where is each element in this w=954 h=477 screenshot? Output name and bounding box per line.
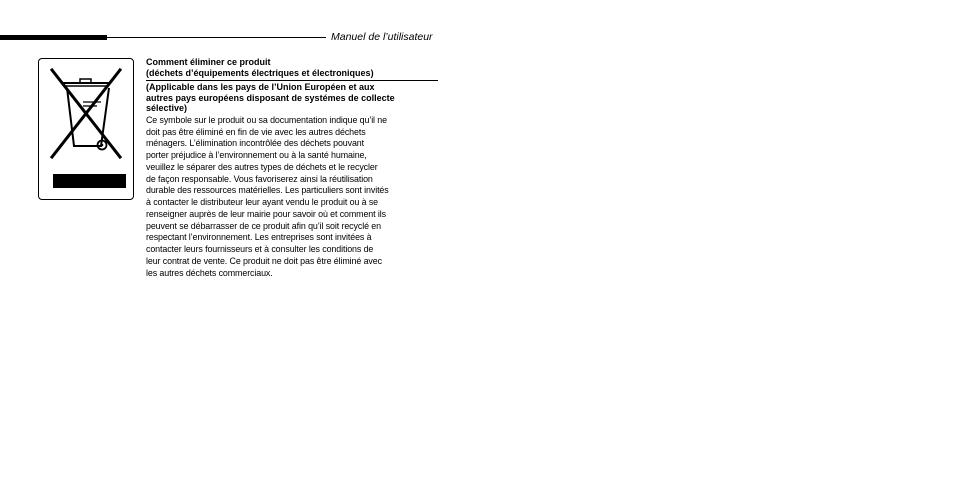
page-header-title: Manuel de l’utilisateur bbox=[331, 31, 433, 43]
body-line: contacter leurs fournisseurs et à consulter les conditions de bbox=[146, 244, 374, 255]
section-subtitle-line: sélective) bbox=[146, 103, 188, 114]
body-line: respectant l’environnement. Les entreprises sont invitées à bbox=[146, 232, 372, 243]
section-title-rule bbox=[146, 80, 438, 81]
body-line: porter préjudice à l’environnement ou à la santé humaine, bbox=[146, 150, 367, 161]
body-line: de façon responsable. Vous favoriserez ainsi la réutilisation bbox=[146, 173, 373, 184]
weee-symbol-frame bbox=[38, 58, 134, 200]
body-line: renseigner auprès de leur mairie pour savoir où et comment ils bbox=[146, 208, 386, 219]
section-subtitle-line: (Applicable dans les pays de l’Union Européen et aux bbox=[146, 82, 375, 93]
section-subtitle bbox=[146, 82, 440, 114]
body-line: veuillez le séparer des autres types de déchets et le recycler bbox=[146, 161, 378, 172]
body-line: leur contrat de vente. Ce produit ne doit pas être éliminé avec bbox=[146, 255, 382, 266]
body-line: peuvent se débarrasser de ce produit afin qu’il soit recyclé en bbox=[146, 220, 381, 231]
section-title bbox=[146, 57, 440, 78]
body-line: les autres déchets commerciaux. bbox=[146, 267, 273, 278]
body-line: durable des ressources matérielles. Les particuliers sont invités bbox=[146, 185, 389, 196]
section-body bbox=[146, 115, 440, 280]
body-line: ménagers. L’élimination incontrôlée des déchets pouvant bbox=[146, 138, 364, 149]
header-rule-thick bbox=[0, 35, 107, 40]
body-line: à contacter le distributeur leur ayant vendu le produit ou à se bbox=[146, 197, 378, 208]
header-rule-thin bbox=[107, 37, 326, 38]
section-title-line: Comment éliminer ce produit bbox=[146, 57, 271, 67]
disposal-section bbox=[146, 57, 440, 279]
section-subtitle-line: autres pays européens disposant de systémes de collecte bbox=[146, 92, 395, 103]
crossed-out-wheelie-bin-icon bbox=[39, 59, 135, 201]
body-line: Ce symbole sur le produit ou sa documentation indique qu’il ne bbox=[146, 114, 387, 125]
body-line: doit pas être éliminé en fin de vie avec les autres déchets bbox=[146, 126, 366, 137]
section-title-line: (déchets d’équipements électriques et électroniques) bbox=[146, 67, 374, 78]
